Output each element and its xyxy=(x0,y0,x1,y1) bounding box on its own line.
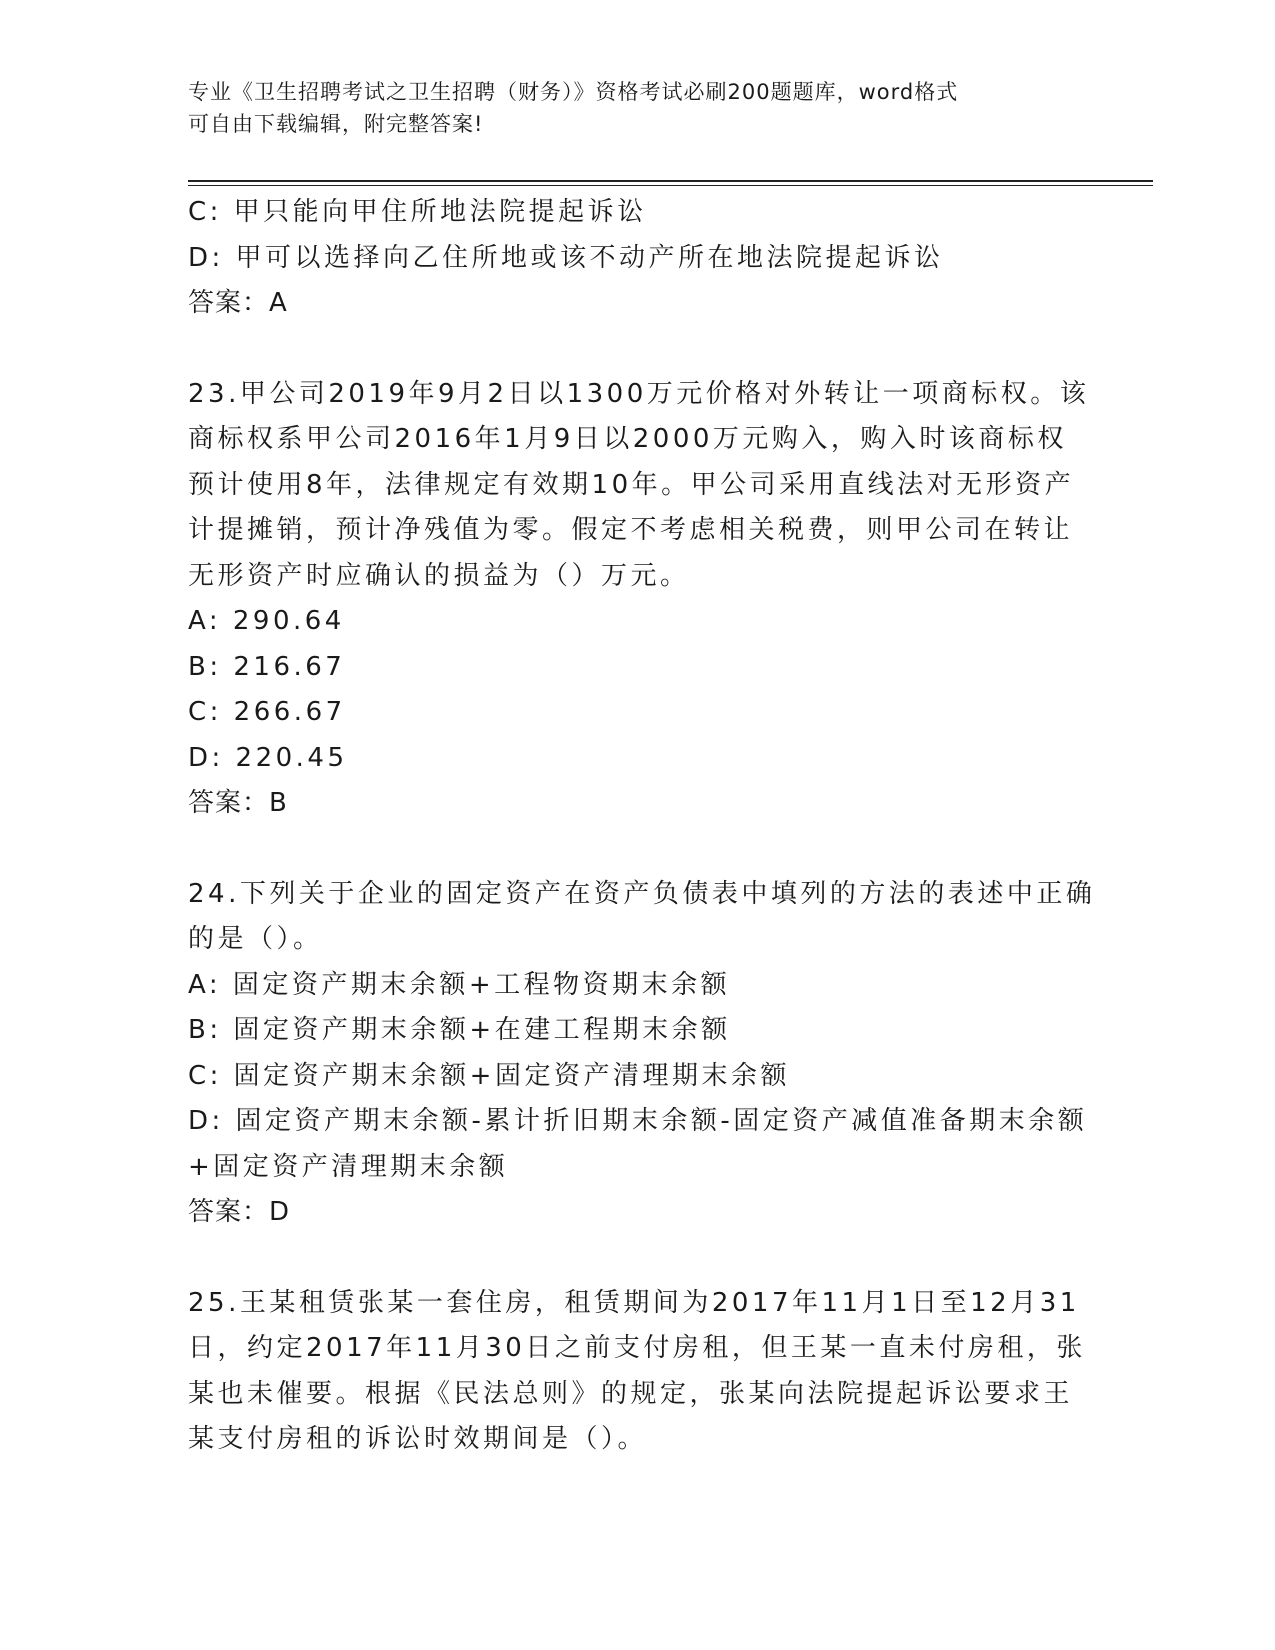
header-title-line-2: 可自由下载编辑，附完整答案! xyxy=(188,112,484,136)
question-line: 23.甲公司2019年9月2日以1300万元价格对外转让一项商标权。该 xyxy=(188,378,1090,409)
option-c: C: 固定资产期末余额+固定资产清理期末余额 xyxy=(188,1060,790,1091)
answer: 答案：A xyxy=(188,288,288,318)
header-divider-thin xyxy=(188,185,1153,186)
question-line: 无形资产时应确认的损益为（）万元。 xyxy=(188,560,690,591)
question-line: 预计使用8年，法律规定有效期10年。甲公司采用直线法对无形资产 xyxy=(188,469,1075,500)
option-d: D: 220.45 xyxy=(188,742,348,773)
option-c: C: 266.67 xyxy=(188,697,346,727)
header-title-line-1: 专业《卫生招聘考试之卫生招聘（财务）》资格考试必刷200题题库，word格式 xyxy=(188,80,959,104)
question-line: 日，约定2017年11月30日之前支付房租，但王某一直未付房租，张 xyxy=(188,1333,1086,1363)
question-25 xyxy=(188,1281,1086,1463)
question-line: 某也未催要。根据《民法总则》的规定，张某向法院提起诉讼要求王 xyxy=(188,1378,1074,1409)
option-d-continued: +固定资产清理期末余额 xyxy=(188,1151,509,1182)
question-line: 计提摊销，预计净残值为零。假定不考虑相关税费，则甲公司在转让 xyxy=(188,515,1074,545)
document-body xyxy=(188,190,1096,1463)
option-d: D: 甲可以选择向乙住所地或该不动产所在地法院提起诉讼 xyxy=(188,242,944,273)
question-line: 25.王某租赁张某一套住房，租赁期间为2017年11月1日至12月31 xyxy=(188,1287,1080,1318)
header-divider-thick xyxy=(188,180,1153,182)
question-23 xyxy=(188,372,1090,827)
answer: 答案：B xyxy=(188,788,288,818)
question-text xyxy=(188,872,1096,963)
question-line: 的是（）。 xyxy=(188,924,323,954)
question-line: 24.下列关于企业的固定资产在资产负债表中填列的方法的表述中正确 xyxy=(188,878,1096,909)
question-text xyxy=(188,372,1090,600)
option-d: D: 固定资产期末余额-累计折旧期末余额-固定资产减值准备期末余额 xyxy=(188,1106,1088,1136)
document-header xyxy=(188,76,1088,140)
option-a: A: 290.64 xyxy=(188,606,345,636)
option-c: C: 甲只能向甲住所地法院提起诉讼 xyxy=(188,197,647,227)
question-24 xyxy=(188,872,1096,1236)
question-line: 商标权系甲公司2016年1月9日以2000万元购入，购入时该商标权 xyxy=(188,424,1067,454)
answer: 答案：D xyxy=(188,1197,291,1227)
question-text xyxy=(188,1281,1086,1463)
previous-question-tail xyxy=(188,190,1083,327)
question-line: 某支付房租的诉讼时效期间是（）。 xyxy=(188,1424,648,1454)
option-a: A: 固定资产期末余额+工程物资期末余额 xyxy=(188,969,731,1000)
option-b: B: 216.67 xyxy=(188,651,346,682)
option-b: B: 固定资产期末余额+在建工程期末余额 xyxy=(188,1015,731,1045)
